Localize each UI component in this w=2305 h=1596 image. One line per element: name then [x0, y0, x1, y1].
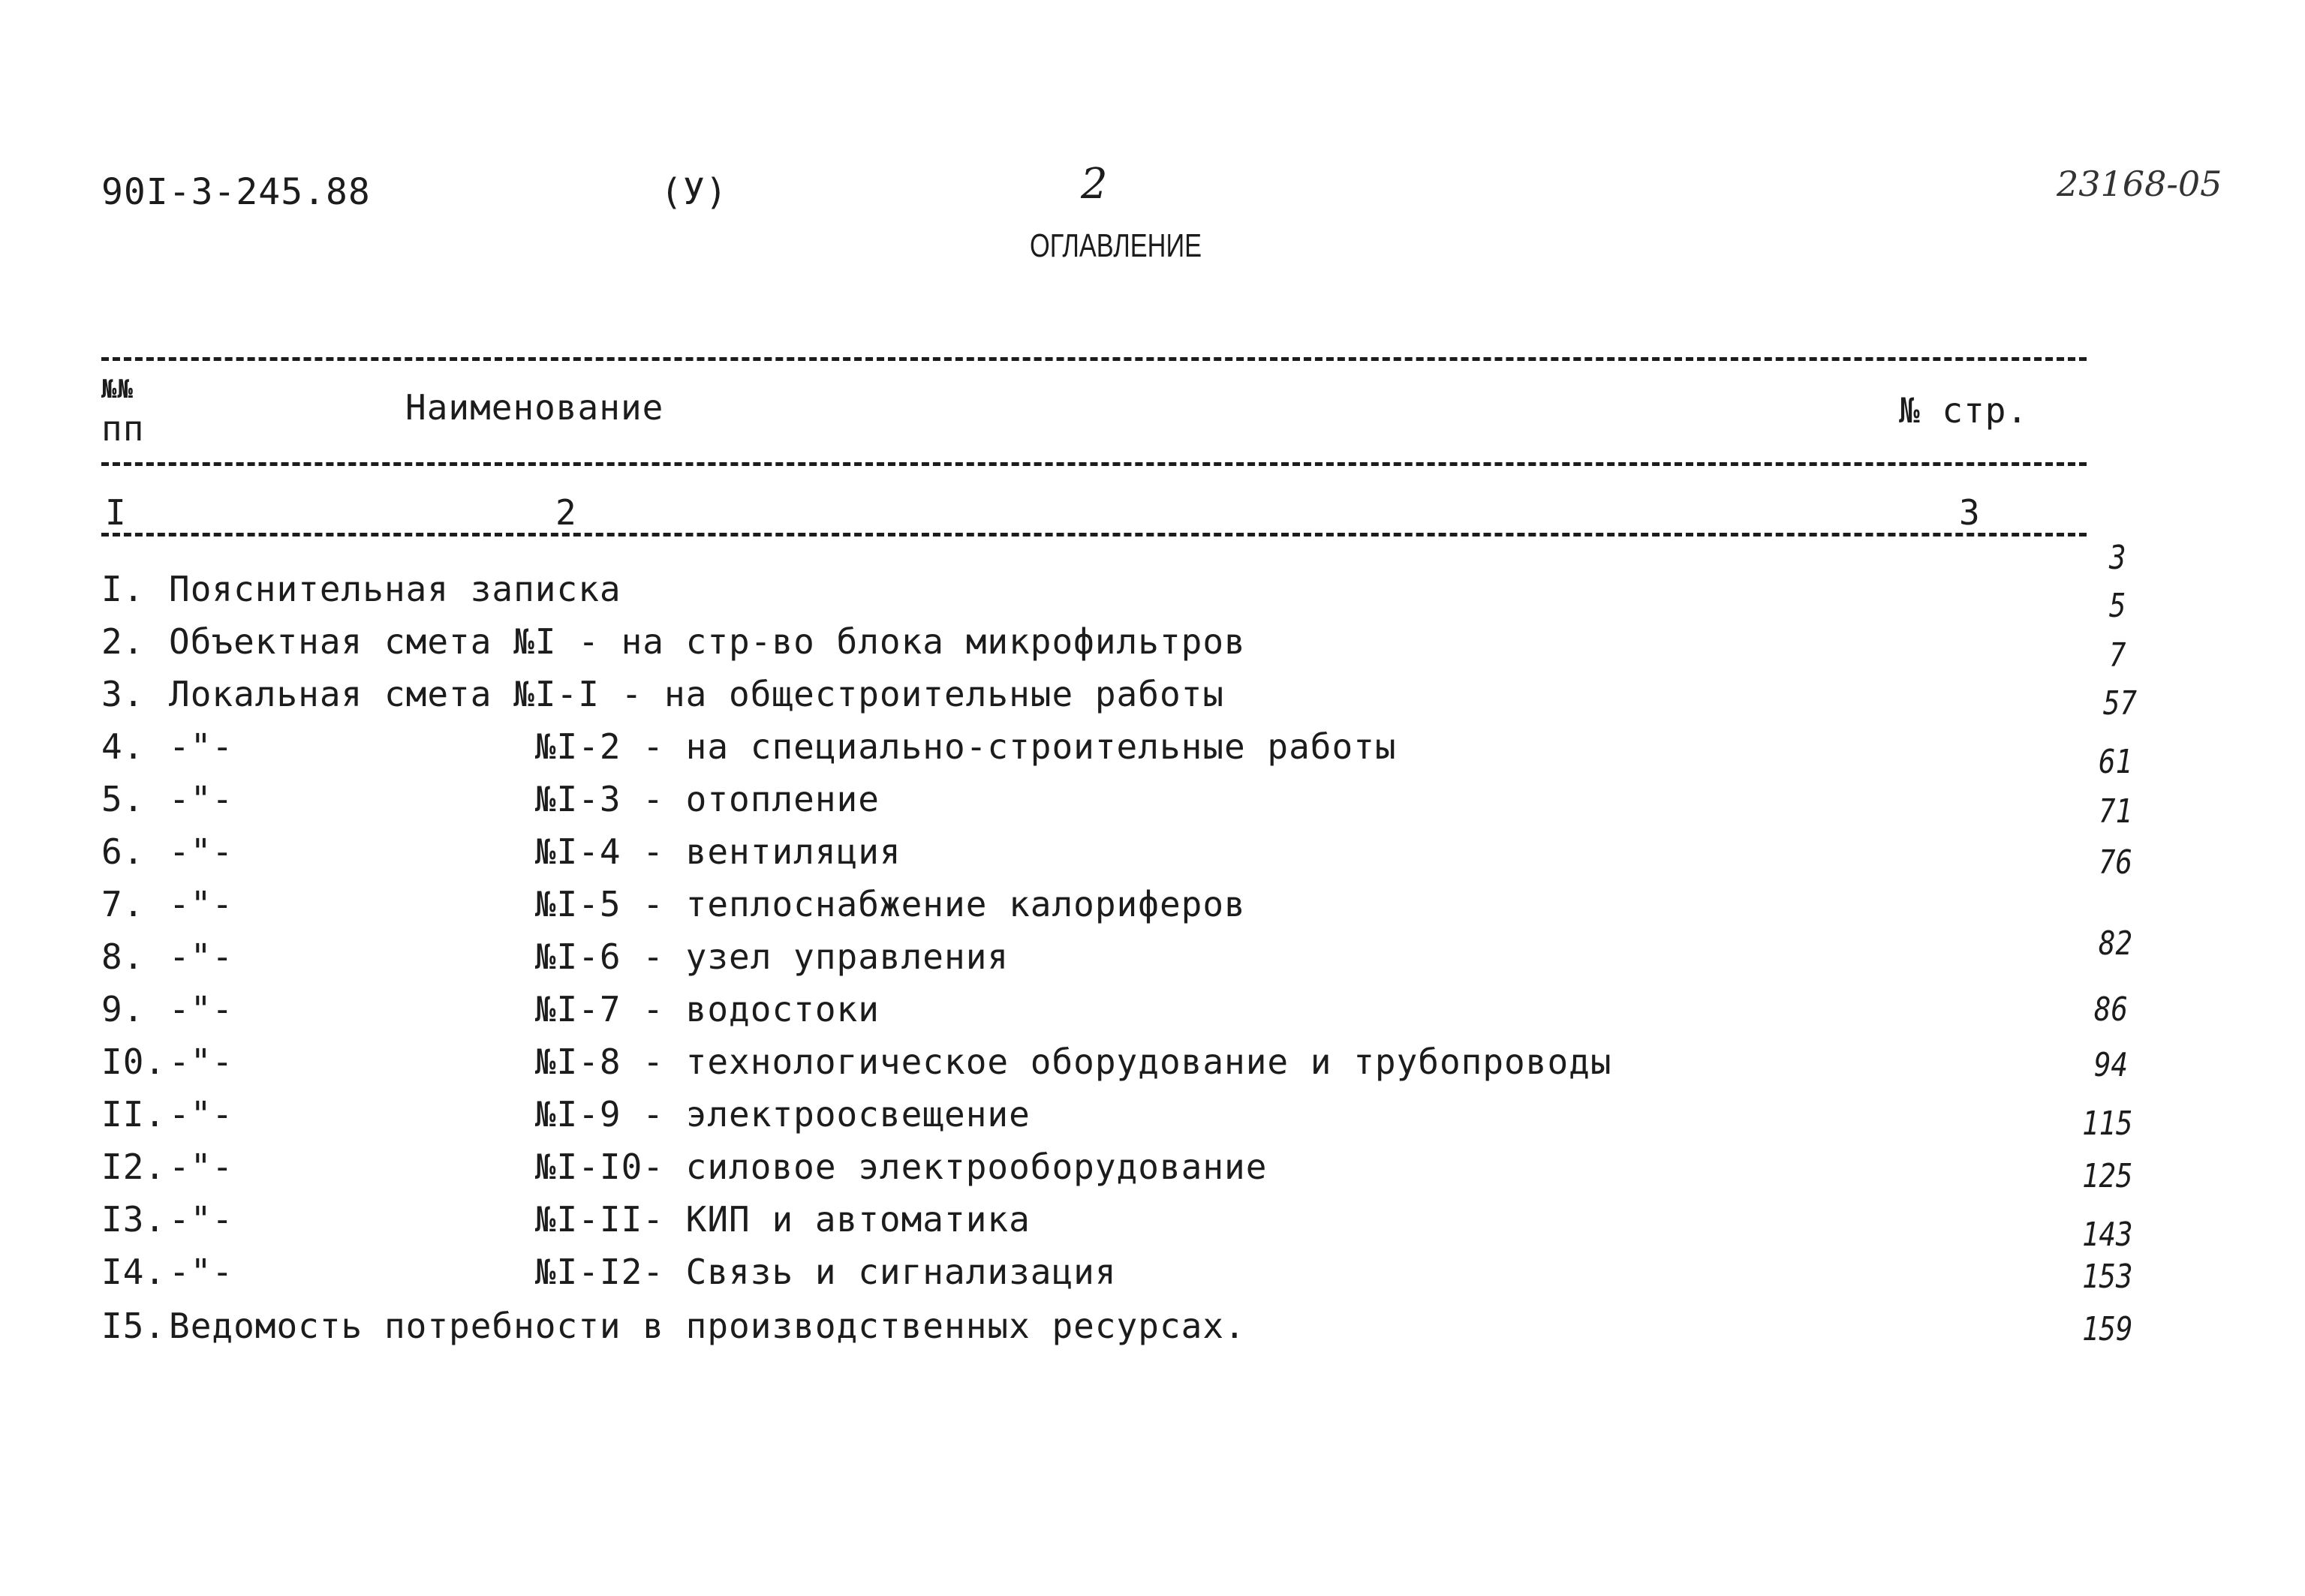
list-item-page: 76	[2099, 843, 2133, 882]
list-item-page: 5	[2109, 587, 2126, 625]
list-item-no: II.	[101, 1094, 167, 1135]
list-item-page: 71	[2099, 792, 2133, 831]
list-item-page: 57	[2103, 684, 2138, 723]
list-item-text: Ведомость потребности в производственных ресурсах.	[169, 1306, 1246, 1346]
col-name-label: Наименование	[405, 387, 664, 428]
list-item-no: I0.	[101, 1041, 167, 1082]
page-number: 2	[1081, 160, 1108, 209]
list-item-text: Пояснительная записка	[169, 569, 621, 609]
table-header-rule	[101, 462, 2087, 466]
list-item-no: I.	[101, 569, 145, 609]
list-item-no: 5.	[101, 779, 145, 819]
list-item-no: I3.	[101, 1199, 167, 1240]
list-item-no: 2.	[101, 621, 145, 662]
col-index-1: I	[105, 492, 127, 533]
list-item-page: 153	[2082, 1258, 2133, 1296]
list-item-no: I2.	[101, 1147, 167, 1187]
list-item-text: -"- №I-3 - отопление	[169, 779, 880, 819]
list-item-text: -"- №I-I2- Связь и сигнализация	[169, 1252, 1117, 1292]
list-item-page: 125	[2082, 1157, 2133, 1195]
list-item-text: -"- №I-7 - водостоки	[169, 989, 880, 1029]
list-item-no: 7.	[101, 884, 145, 924]
list-item-page: 159	[2082, 1310, 2133, 1348]
page-title: ОГЛАВЛЕНИЕ	[1030, 227, 1202, 264]
list-item-no: 3.	[101, 674, 145, 714]
col-index-3: 3	[1959, 492, 1981, 533]
list-item-no: 6.	[101, 831, 145, 872]
list-item-page: 115	[2082, 1105, 2133, 1143]
list-item-no: 9.	[101, 989, 145, 1029]
list-item-no: 8.	[101, 936, 145, 977]
list-item-page: 82	[2099, 924, 2133, 963]
doc-code: 90I-3-245.88	[101, 171, 371, 213]
col-page-label: № стр.	[1899, 390, 2029, 431]
list-item-text: Локальная смета №I-I - на общестроительные работы	[169, 674, 1225, 714]
list-item-text: -"- №I-4 - вентиляция	[169, 831, 901, 872]
archive-number: 23168-05	[2057, 164, 2222, 204]
table-index-rule	[101, 533, 2087, 537]
list-item-no: I5.	[101, 1306, 167, 1346]
list-item-text: -"- №I-II- КИП и автоматика	[169, 1199, 1031, 1240]
list-item-page: 143	[2082, 1216, 2133, 1254]
list-item-page: 61	[2099, 743, 2133, 781]
doc-variant: (У)	[661, 171, 728, 213]
list-item-page: 3	[2109, 539, 2126, 577]
list-item-text: -"- №I-6 - узел управления	[169, 936, 1010, 977]
list-item-text: Объектная смета №I - на стр-во блока микрофильтров	[169, 621, 1246, 662]
list-item-text: -"- №I-2 - на специально-строительные работы	[169, 726, 1397, 767]
list-item-text: -"- №I-8 - технологическое оборудование и трубопроводы	[169, 1041, 1612, 1082]
list-item-page: 94	[2094, 1046, 2129, 1084]
list-item-text: -"- №I-I0- силовое электрооборудование	[169, 1147, 1268, 1187]
col-index-2: 2	[555, 492, 577, 533]
list-item-page: 86	[2094, 990, 2129, 1029]
list-item-text: -"- №I-5 - теплоснабжение калориферов	[169, 884, 1246, 924]
table-top-rule	[101, 357, 2087, 361]
col-no-label-line1: №№	[101, 374, 134, 404]
list-item-no: 4.	[101, 726, 145, 767]
list-item-page: 7	[2109, 636, 2126, 675]
list-item-no: I4.	[101, 1252, 167, 1292]
list-item-text: -"- №I-9 - электроосвещение	[169, 1094, 1031, 1135]
col-no-label-line2: пп	[101, 408, 145, 449]
